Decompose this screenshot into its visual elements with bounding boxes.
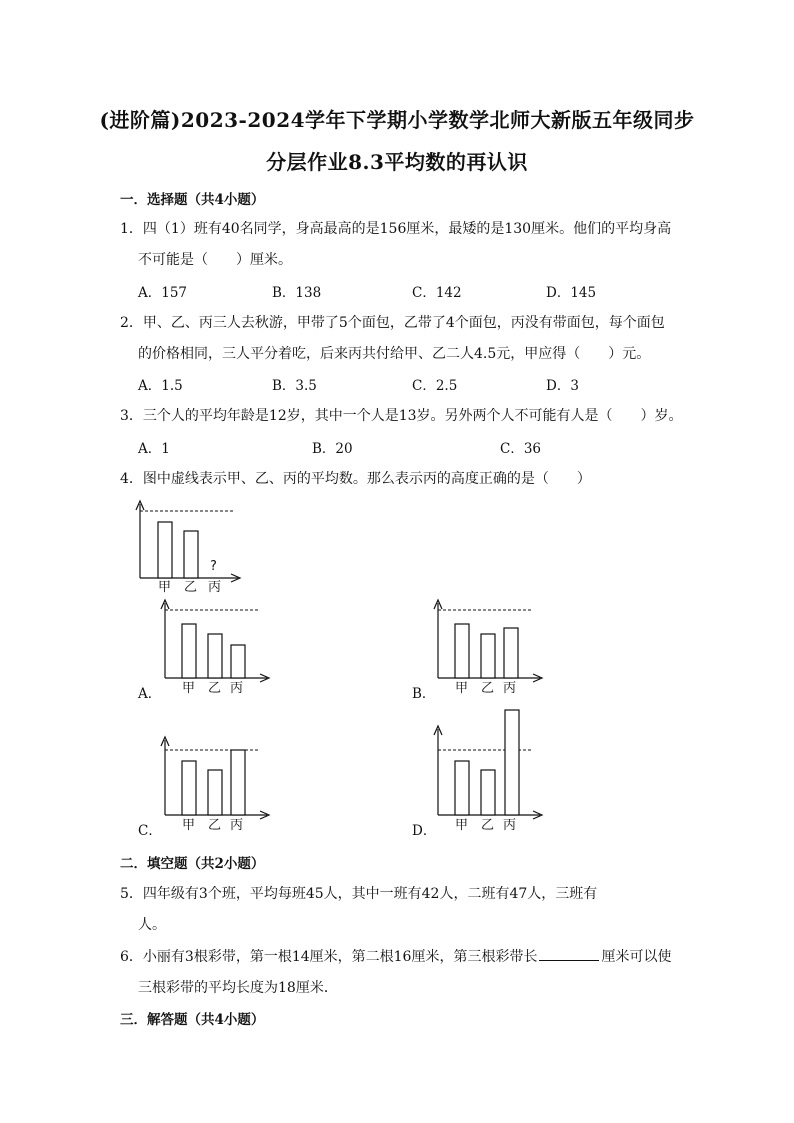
- unknown-mark: ?: [210, 559, 217, 574]
- tick-label-bing: 丙: [503, 681, 517, 696]
- bar-jia: [455, 624, 469, 678]
- q5-text-line2: 人。: [138, 917, 166, 933]
- bar-bing: [504, 628, 518, 678]
- bar-yi: [208, 634, 222, 678]
- bar-yi: [481, 634, 495, 678]
- q3-option-c: C．36: [500, 441, 542, 457]
- q3-option-a: A．1: [138, 441, 170, 457]
- q1-text-line1: 1．四（1）班有40名同学，身高最高的是156厘米，最矮的是130厘米。他们的平均身高: [120, 221, 672, 237]
- q3-option-b: B．20: [312, 441, 353, 457]
- q6-text-part1: 6．小丽有3根彩带，第一根14厘米，第二根16厘米，第三根彩带长: [120, 949, 538, 965]
- q4-option-a-label: A．: [138, 686, 162, 702]
- tick-label-yi: 乙: [184, 580, 198, 595]
- q4-text-line1: 4．图中虚线表示甲、乙、丙的平均数。那么表示丙的高度正确的是（ ）: [120, 471, 591, 487]
- bar-yi: [184, 531, 198, 578]
- bar-bing: [231, 645, 245, 678]
- tick-label-yi: 乙: [481, 681, 495, 696]
- bar-jia: [182, 761, 196, 815]
- q5-text-main: 5．四年级有3个班，平均每班45人，其中一班有42人，二班有47人，三班有: [120, 886, 598, 902]
- q5-text-line1: [120, 883, 597, 903]
- q6-text-line1: [120, 946, 671, 966]
- q2-option-a: A．1.5: [138, 378, 183, 394]
- bar-jia: [158, 522, 172, 578]
- q2-option-d: D．3: [546, 378, 579, 394]
- q1-option-d: D．145: [546, 285, 597, 301]
- tick-label-bing: 丙: [208, 580, 222, 595]
- q6-answer-blank[interactable]: [539, 946, 599, 961]
- q3-text-line1: 3．三个人的平均年龄是12岁，其中一个人是13岁。另外两个人不可能有人是（ ）岁。: [120, 408, 683, 424]
- bar-bing: [231, 750, 245, 815]
- tick-label-jia: 甲: [455, 681, 469, 696]
- q2-option-c: C．2.5: [412, 378, 458, 394]
- page-title-line2: 分层作业8.3平均数的再认识: [266, 150, 528, 174]
- tick-label-jia: 甲: [455, 818, 469, 833]
- q4-main-chart: [130, 498, 250, 594]
- tick-label-jia: 甲: [182, 818, 196, 833]
- tick-label-jia: 甲: [158, 580, 172, 595]
- q6-text-part2: 厘米可以使: [601, 949, 672, 965]
- q2-text-line1: 2．甲、乙、丙三人去秋游，甲带了5个面包，乙带了4个面包，丙没有带面包，每个面包: [120, 315, 665, 331]
- tick-label-jia: 甲: [182, 681, 196, 696]
- q6-text-line2: 三根彩带的平均长度为18厘米．: [138, 980, 338, 996]
- bar-bing: [505, 710, 519, 815]
- q4-option-b-label: B．: [412, 686, 436, 702]
- bar-jia: [455, 761, 469, 815]
- section-heading-fill: 二．填空题（共2小题）: [120, 856, 265, 872]
- q2-option-b: B．3.5: [272, 378, 317, 394]
- q1-option-c: C．142: [412, 285, 462, 301]
- q4-option-c-chart: [155, 733, 275, 833]
- tick-label-bing: 丙: [230, 818, 244, 833]
- bar-yi: [481, 770, 495, 815]
- q4-option-d-label: D．: [412, 823, 437, 839]
- q1-option-b: B．138: [272, 285, 322, 301]
- section-heading-choice: 一．选择题（共4小题）: [120, 192, 265, 208]
- q4-option-d-chart: [428, 706, 548, 833]
- tick-label-yi: 乙: [208, 681, 222, 696]
- bar-jia: [182, 624, 196, 678]
- bar-yi: [208, 770, 222, 815]
- q4-option-c-label: C．: [138, 823, 162, 839]
- tick-label-bing: 丙: [230, 681, 244, 696]
- q1-text-line2: 不可能是（ ）厘米。: [138, 252, 292, 268]
- tick-label-yi: 乙: [208, 818, 222, 833]
- tick-label-bing: 丙: [503, 818, 517, 833]
- q4-option-b-chart: [428, 596, 548, 696]
- tick-label-yi: 乙: [481, 818, 495, 833]
- page-title-line1: (进阶篇)2023-2024学年下学期小学数学北师大新版五年级同步: [99, 108, 695, 132]
- q1-option-a: A．157: [138, 285, 188, 301]
- q2-text-line2: 的价格相同，三人平分着吃，后来丙共付给甲、乙二人4.5元，甲应得（ ）元。: [138, 346, 651, 362]
- section-heading-solve: 三．解答题（共4小题）: [120, 1012, 265, 1028]
- q4-option-a-chart: [155, 596, 275, 696]
